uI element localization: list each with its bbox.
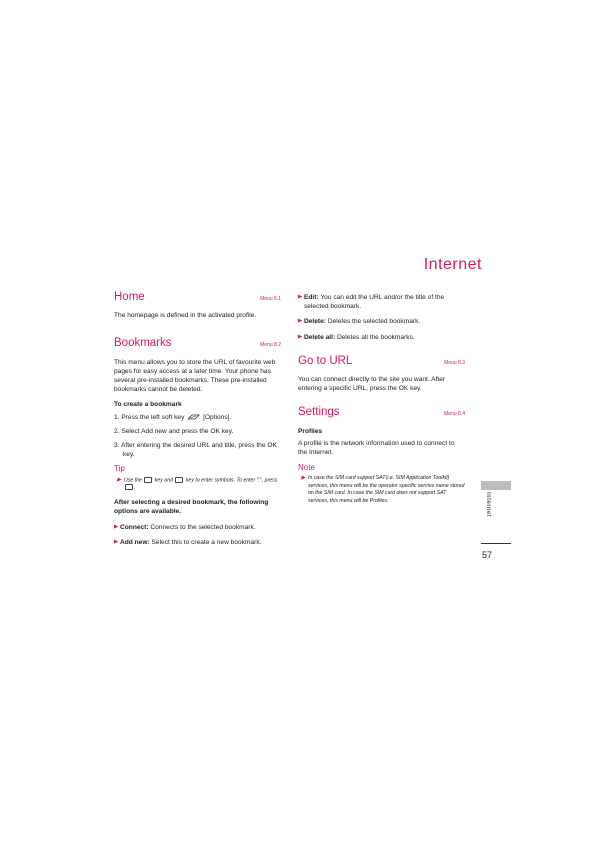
option-edit-label: Edit: [304, 294, 319, 301]
right-column [298, 293, 465, 511]
settings-menu-ref: Menu 8.4 [444, 411, 465, 418]
step-1-text-b: [Options]. [203, 413, 232, 421]
left-soft-key-icon [187, 414, 200, 420]
create-bookmark-heading: To create a bookmark [114, 401, 182, 409]
note-body [298, 475, 465, 505]
step-2: 2. Select Add new and press the OK key. [114, 427, 234, 435]
profiles-text: A profile is the network information used to connect to the Internet. [298, 439, 455, 457]
tip-title: Tip [114, 464, 125, 474]
bullet-triangle-icon: ▶ [117, 476, 122, 483]
page-number-rule [481, 543, 511, 544]
bookmarks-menu-ref: Menu 8.2 [260, 342, 281, 349]
gotourl-title: Go to URL [298, 354, 353, 367]
home-text: The homepage is defined in the activated profile. [114, 312, 257, 320]
bullet-triangle-icon: ▶ [298, 318, 303, 325]
bullet-triangle-icon: ▶ [114, 523, 119, 530]
bullet-triangle-icon: ▶ [114, 538, 119, 545]
home-menu-ref: Menu 8.1 [260, 296, 281, 302]
left-column [114, 293, 281, 553]
option-connect [114, 523, 281, 532]
option-connect-label: Connect: [120, 523, 149, 531]
option-delete-all [298, 333, 465, 342]
bookmarks-header [114, 339, 281, 350]
option-delete-label: Delete: [304, 318, 326, 326]
option-delete-all-text: Deletes all the bookmarks. [337, 333, 415, 341]
home-header [114, 293, 281, 304]
option-edit-text: You can edit the URL and/or the title of the selected bookmark. [304, 294, 445, 311]
note-text: In case the SIM card support SAT(i.e. SIM Application Toolkit) services, this menu will be the operator specific service name stored on the SIM card. In case the SIM card does not support SAT services, this menu will be Profiles. [308, 475, 465, 504]
period-key-icon [125, 484, 136, 491]
option-delete-text: Deletes the selected bookmark. [327, 318, 421, 326]
bullet-triangle-icon: ▶ [301, 475, 306, 482]
option-add-new [114, 538, 281, 547]
bullet-triangle-icon: ▶ [298, 294, 303, 300]
side-tab-label: Internet [485, 492, 491, 518]
settings-title: Settings [298, 406, 340, 419]
step-1-text-a: 1. Press the left soft key [114, 413, 185, 421]
page-number: 57 [482, 550, 493, 560]
chapter-title: Internet [423, 256, 482, 273]
tip-text-b: key and [154, 477, 173, 484]
option-add-new-text: Select this to create a new bookmark. [151, 538, 262, 546]
settings-header [298, 408, 465, 419]
option-delete-all-label: Delete all: [304, 333, 336, 341]
profiles-heading: Profiles [298, 427, 323, 435]
gotourl-header [298, 354, 465, 368]
option-edit [298, 293, 465, 311]
bookmarks-intro: This menu allows you to store the URL of favourite web pages for easy access at a later time. Your phone has several pre-installed bookmarks. These pre-installed bookmarks cannot be deleted. [114, 358, 276, 394]
star-key-icon [175, 477, 183, 483]
tip-text-c: key to enter symbols. To enter ".", press [185, 477, 278, 484]
bookmarks-title: Bookmarks [114, 337, 172, 350]
bullet-triangle-icon: ▶ [298, 333, 303, 340]
step-3: 3. After entering the desired URL and title, press the OK key. [114, 442, 277, 459]
step-1 [114, 413, 281, 422]
tip-text-d: . [134, 484, 136, 491]
note-title: Note [298, 463, 315, 473]
side-tab [481, 481, 511, 490]
gotourl-menu-ref: Menu 8.3 [444, 359, 465, 366]
home-title: Home [114, 291, 145, 303]
option-add-new-label: Add new: [120, 538, 150, 546]
option-connect-text: Connects to the selected bookmark. [150, 523, 256, 531]
tip-body [114, 477, 281, 493]
tip-text-a: Use the [124, 477, 142, 484]
option-delete [298, 317, 465, 326]
gotourl-text: You can connect directly to the site you want. After entering a specific URL, press the OK key. [298, 376, 446, 393]
symbol-key-icon [144, 477, 152, 483]
after-select-text: After selecting a desired bookmark, the following options are available. [114, 499, 269, 516]
